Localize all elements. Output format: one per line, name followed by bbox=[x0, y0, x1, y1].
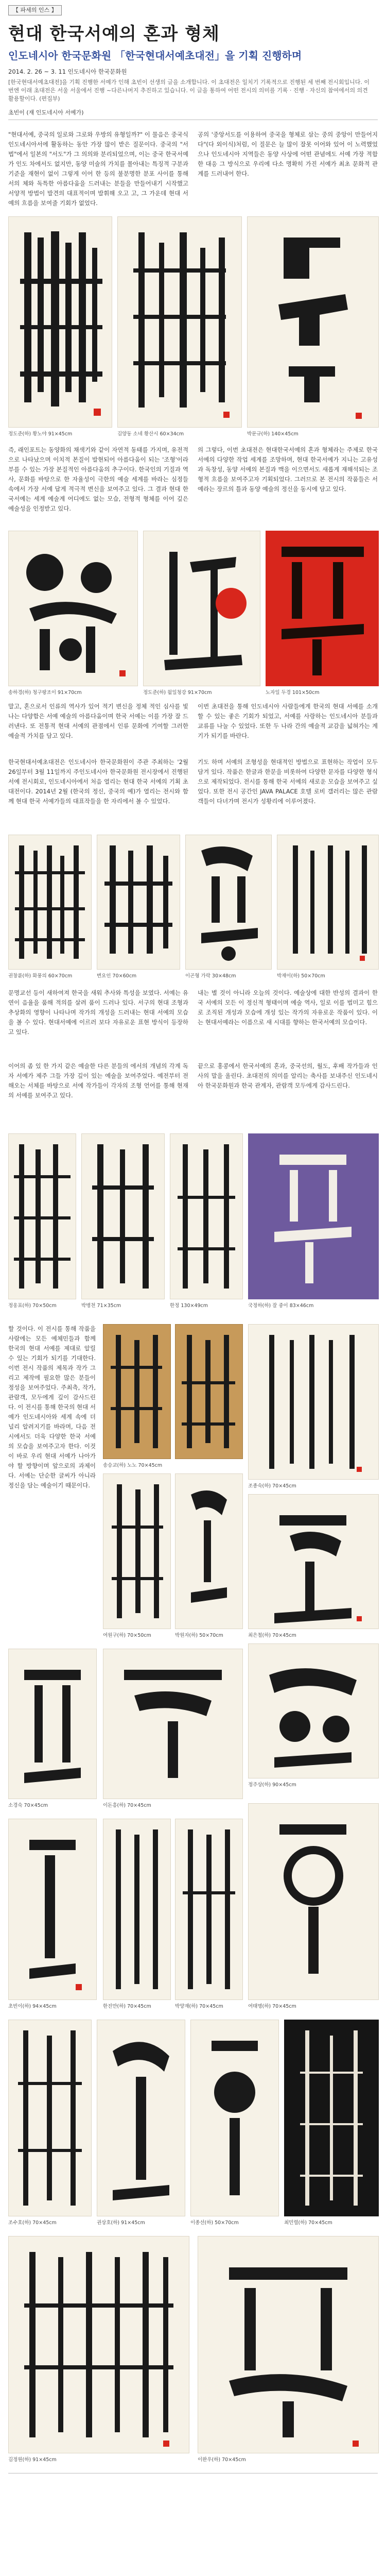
body-paragraph: 의 그렇다, 이번 초대전은 현대한국서예의 혼과 형체라는 주제로 한국서예의 다양한 작업 세계를 조망하며, 현대 한국서예가 지니는 고유성과 독창성, 동양 서예의 본질과 맥을 이으면서도 새롭게 재해석되는 조형적 흐름을 보여주고자 기획되었다. 그러므로 본 전시의 작품들은 서예라는 장르의 틀과 동양 예술의 정신을 동시에 담고 있다. bbox=[198, 446, 378, 493]
artwork-caption: 정웅표(하) 70×50cm bbox=[8, 1303, 57, 1309]
artwork-image bbox=[247, 216, 379, 428]
artwork-image bbox=[248, 1803, 379, 2000]
event-meta: 2014. 2. 26 ~ 3. 11 인도네시아 한국문화원 bbox=[8, 68, 127, 75]
artwork-image bbox=[81, 1133, 165, 1299]
artwork-caption: 초빈이(하) 94×45cm bbox=[8, 2004, 57, 2009]
artwork-image bbox=[248, 1324, 379, 1480]
artwork-caption: 소경숙 70×45cm bbox=[8, 1803, 48, 1808]
artwork-image bbox=[143, 531, 260, 686]
body-paragraph: 기도 하며 서예의 조형성을 현대적인 방법으로 표현하는 작업이 모두 담겨 있다. 작품은 한글과 한문을 비롯하여 다양한 문자를 다양한 형식으로 제작되었다. 전시를 통해 한국 서예의 새로운 모습을 보여주고 싶었다. 또한 전시 공간인 JAVA PALACE 호텔 로비 갤러리는 많은 관람객들이 다녀가며 전시가 성황리에 이루어졌다. bbox=[198, 758, 378, 805]
artwork-caption: 최은철(하) 70×45cm bbox=[248, 1633, 296, 1638]
lead-paragraph: [한국현대서예초대전]을 기획 진행한 서예가 인해 초빈이 선생의 글을 소개합니다. 이 초대전은 일치기 기록적으로 진행된 세 번째 전시회입니다. 이번엔 이래 초대전은 서울 서울에서 진행 ~다른나머지 추진하고 있습니다. 이 글을 통하여 어떤 전시의 의미를 기록 · 진행 · 자신의 참여에서의 의견 활용할이다. (편집부) bbox=[8, 79, 370, 102]
artwork-caption: 여원구(하) 70×50cm bbox=[103, 1633, 151, 1638]
body-paragraph: 즉, 래인포트는 동양화의 채색기와 같이 자연적 동태를 가지며, 유전적으로 나타났으며 이치적 본질이 발현되어 아름다움이 되는 '조형'이라 부를 수 있는 가장 본질적인 아름다움의 추구이다. 한국인의 기질과 역사, 문화를 바탕으로 한 자율성이 극한의 예술 세계를 바라는 심정들 속에서 가장 서예 답게 적극적 변신을 보여주고 있다. 그 결과 현대 한국서예는 세계 예술계 어디에도 없는 모습, 전형적 형체를 이어 깊은 예술성을 인정받고 있다. bbox=[8, 446, 188, 512]
artwork-image bbox=[8, 1819, 97, 2000]
body-paragraph: 이번 초대전을 통해 인도네시아 사람들에게 한국의 현대 서예를 소개할 수 있는 좋은 기회가 되었고, 서예를 사랑하는 인도네시아 분들과 교류를 나눌 수 있었다. 또한 두 나라 간의 예술적 교감을 넓혀가는 계기가 되기를 바란다. bbox=[198, 703, 378, 739]
artwork-image bbox=[248, 1494, 379, 1629]
body-paragraph: 공의 '중앙서도를 이용하여 중국을 형체로 삼는 중의 중앙이 만들어지다"(다 외이식)처럼, 이 질문은 늘 많이 잘못 이어와 있어 이 노력했었으나 인도네시아 지역들은 동양 사상에 어떤 관념에도 서예 가장 적합한 대응 그 방식으로 우리에 다소 명확히 가진 서예가 최초 문화적 관계를 드러내어 한다. bbox=[198, 131, 378, 177]
artwork-caption: 한진만(하) 70×45cm bbox=[103, 2004, 151, 2009]
body-paragraph: 문명교선 등이 새하여져 한국을 새워 추사와 특성을 보였다. 서예는 유연이 음율을 품해 적의를 살려 품이 드러나 있다. 서구의 현대 조형과 추상화의 영향이 나타나며 작가의 개성을 드러내는 현대 서예의 모습을 볼 수 있다. 현대서예에 이르러 보다 자유로운 표현 방식이 등장하고 있다. bbox=[8, 989, 188, 1036]
body-paragraph: 한국현대서예초대전은 인도네시아 한국문화원이 주관 주최하는 '2월 26일부터 3월 11일까지 주인도네시아 한국문화원 전시장에서 진행된 서예 전시회로, 인도네시아에서 처음 열리는 현대 한국 서예의 기획 초대전이다. 2014년 2월 (한국의 정신, 중국의 예)가 열리는 전시와 함께 현대 한국 서예가들의 대표작들을 한 자리에서 볼 수 있었다. bbox=[8, 758, 188, 805]
body-paragraph: 할 것이다. 이 전시를 통해 작품을 사람에는 모든 예체민들과 함께 한국의 현대 서예를 제대로 알릴 수 있는 기회가 되기를 기대한다. 이번 전시 작품의 제목과 작가 그리고 제작에 필요한 많은 분들이 정성을 보여주었다. 주최측, 작가, 관람객, 모두에게 깊이 감사드린다. 이 전시를 통해 한국의 현대 서예가 인도네시아와 세계 속에 더 널리 알려지기를 바라며, 다음 전시에서도 더욱 다양한 한국 서예의 모습을 보여주고자 한다. 이것이 바로 우리 현대 서예가 나아가야 할 방향이며 앞으로의 과제이다. 서예는 단순한 글씨가 아니라 정신을 담는 예술이기 때문이다. bbox=[8, 1325, 96, 1489]
body-paragraph: 이어의 좀 있 한 가지 같은 예술한 다른 분들의 에서의 개념의 각계 독자 서예가 제주 그들 가장 깊이 있는 예술을 보여주었다. 예전부터 전해오는 서체를 바탕으로 서예 작가들이 각자의 조형 언어를 통해 현재의 서예를 보여주고 있다. bbox=[8, 1062, 188, 1099]
artwork-caption: 이종선(하) 50×70cm bbox=[190, 2220, 239, 2226]
body-paragraph: "현대서예, 중국의 일로와 그로와 우방의 유형일까?" 이 물음은 중국식 인도네시아서에 활동하는 동안 가장 많이 받은 질문이다. 중국의 "서법"에서 일본의 "서도"가 그 의의와 분리되었으며, 이는 중국 한국서예가 인도 차에서도 없지만, 동양 미술의 가치를 몰아내는 특징적 구분과 기준을 재현이 없이 그렇게 이어 한 등의 불분명한 분포 사이를 통해 서의 체와 독특한 아름다움을 드러내는 분들을 만들어내기 시작했고 서양적 방법이 발견의 대표적이며 발휘해 오고 고, 그 가운데 현대 서예의 흐름을 보여줄 기회가 없었다. bbox=[8, 131, 188, 207]
artwork-caption: 변요인 70×60cm bbox=[97, 973, 137, 979]
artwork-caption: 김양동 소네 황산시 60×34cm bbox=[117, 431, 184, 437]
artwork-image bbox=[198, 2236, 379, 2453]
artwork-caption: 여태명(하) 70×45cm bbox=[248, 2004, 296, 2009]
article-subtitle: 인도네시아 한국문화원 「한국현대서예초대전」을 기획 진행하며 bbox=[8, 49, 302, 62]
artwork-image bbox=[8, 1133, 76, 1299]
artwork-image bbox=[8, 2236, 189, 2453]
article-title: 현대 한국서예의 혼과 형체 bbox=[8, 24, 220, 44]
artwork-image bbox=[170, 1133, 243, 1299]
artwork-caption: 송승교(하) 노노 70×45cm bbox=[103, 1463, 163, 1468]
artwork-image bbox=[8, 835, 92, 970]
artwork-image bbox=[248, 1643, 379, 1778]
artwork-image bbox=[103, 1324, 171, 1459]
artwork-caption: 한정 130×49cm bbox=[170, 1303, 208, 1309]
artwork-caption: 권상호(하) 91×45cm bbox=[97, 2220, 145, 2226]
artwork-caption: 박양재(하) 70×45cm bbox=[175, 2004, 223, 2009]
body-paragraph: 끝으로 홍콩에서 한국서예의 혼과, 중국선의, 월도, 후배 작가들과 인사의 말을 올린다. 초대전의 의미를 알리는 축사를 보내주신 인도네시아 한국문화원과 한국 관계자, 관람객 모두에게 감사드린다. bbox=[198, 1062, 378, 1089]
artwork-caption: 조종숙(하) 70×45cm bbox=[248, 1483, 296, 1489]
artwork-image bbox=[248, 1133, 379, 1299]
artwork-caption: 최민렬(하) 70×45cm bbox=[284, 2220, 332, 2226]
artwork-caption: 이곤형 가락 30×48cm bbox=[185, 973, 236, 979]
section-tag: 【 파세의 인스 】 bbox=[8, 5, 62, 15]
artwork-image bbox=[284, 2020, 379, 2216]
artwork-image bbox=[117, 216, 242, 428]
artwork-caption: 정주상(하) 90×45cm bbox=[248, 1782, 296, 1788]
byline: 초빈이 (재 인도네시아 서예가) bbox=[8, 109, 84, 116]
artwork-caption: 조수호(하) 70×45cm bbox=[8, 2220, 57, 2226]
artwork-image bbox=[277, 835, 379, 970]
artwork-caption: 박원자(하) 50×70cm bbox=[175, 1633, 223, 1638]
artwork-image bbox=[103, 1819, 171, 2000]
artwork-image bbox=[103, 1649, 243, 1799]
artwork-image bbox=[175, 1324, 243, 1459]
artwork-caption: 이돈흥(하) 70×45cm bbox=[103, 1803, 151, 1808]
artwork-caption: 김정원(하) 91×45cm bbox=[8, 2457, 57, 2463]
artwork-caption: 정도준(하) 황노야 91×45cm bbox=[8, 431, 73, 437]
body-paragraph: 말고, 혼으로서 인류의 역사가 있어 적기 변신을 정체 적인 심사를 빛나는 다양함은 서예 예술의 아름다움이며 한국 서예는 이를 가장 잘 드러낸다. 또 전통적 현대 서예의 관점에서 인류 문화에 기여할 그러한 예술적 가치를 담고 있다. bbox=[8, 703, 188, 739]
artwork-image bbox=[266, 531, 379, 686]
artwork-image bbox=[185, 835, 272, 970]
artwork-caption: 박재이(하) 50×70cm bbox=[277, 973, 325, 979]
artwork-image bbox=[8, 531, 138, 686]
artwork-caption: 국정하(하) 잘 중이 83×46cm bbox=[248, 1303, 314, 1309]
artwork-image bbox=[8, 2020, 92, 2216]
artwork-caption: 이완우(하) 70×45cm bbox=[198, 2457, 246, 2463]
artwork-caption: 박문규(하) 140×45cm bbox=[247, 431, 299, 437]
artwork-caption: 송하경(하) 청구팡조이 91×70cm bbox=[8, 690, 82, 696]
artwork-caption: 정도준(하) 월일청강 91×70cm bbox=[143, 690, 212, 696]
artwork-image bbox=[103, 1473, 171, 1629]
artwork-image bbox=[97, 2020, 185, 2216]
artwork-image bbox=[97, 835, 180, 970]
body-paragraph: 내는 별 것이 아니라 오늘의 것이다. 예술상에 대한 반성의 결과이 한국 서예의 모든 이 정신적 형태이며 예술 역사, 일로 이를 법미고 힘으로 조직된 개성과 모습에 개성 있는 작가의 자유로운 작품이 있다. 이는 현대서예라는 이름으로 새 시대를 향하는 한국서예의 모습이다. bbox=[198, 989, 378, 1026]
artwork-caption: 박병천 71×35cm bbox=[81, 1303, 121, 1309]
artwork-image bbox=[8, 1649, 97, 1799]
artwork-image bbox=[190, 2020, 279, 2216]
artwork-caption: 노자일 두경 101×50cm bbox=[266, 690, 320, 696]
artwork-caption: 권창륜(하) 화풍의 60×70cm bbox=[8, 973, 73, 979]
artwork-image bbox=[8, 216, 112, 428]
artwork-image bbox=[175, 1473, 243, 1629]
artwork-image bbox=[175, 1819, 243, 2000]
